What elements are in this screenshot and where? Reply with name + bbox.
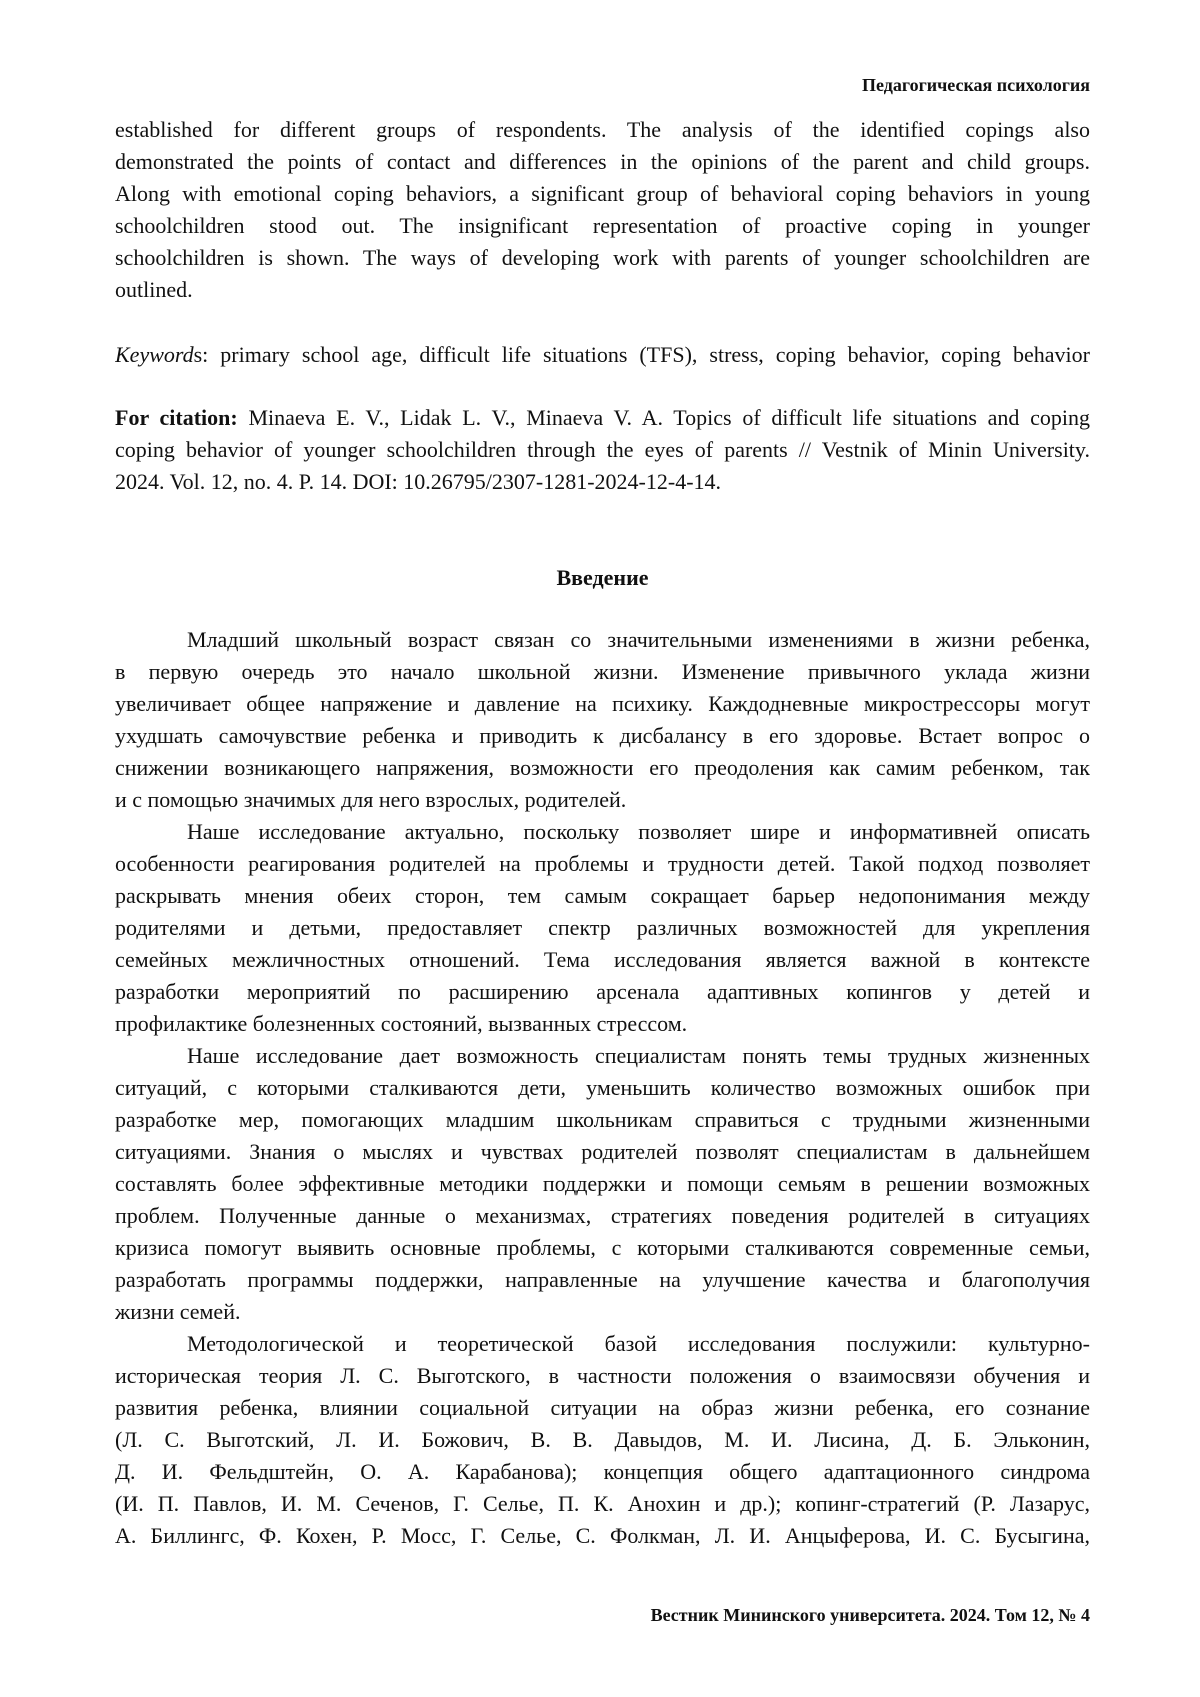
abstract-line: outlined. [115,277,193,302]
paragraph-line: развития ребенка, влиянии социальной ситуации на образ жизни ребенка, его сознание [115,1395,1090,1420]
paragraph [115,1328,1090,1552]
abstract-line: demonstrated the points of contact and differences in the opinions of the parent and child groups. [115,149,1090,174]
paragraph-line: составлять более эффективные методики поддержки и помощи семьям в решении возможных [115,1171,1090,1196]
paragraph-line: жизни семей. [115,1299,241,1324]
paragraph-line: снижении возникающего напряжения, возможности его преодоления как самим ребенком, так [115,755,1090,780]
paragraph-line: ситуаций, с которыми сталкиваются дети, уменьшить количество возможных ошибок при [115,1075,1090,1100]
paragraph-line: (Л. С. Выготский, Л. И. Божович, В. В. Давыдов, М. И. Лисина, Д. Б. Эльконин, [115,1427,1090,1452]
citation [115,402,1090,498]
citation-line: 2024. Vol. 12, no. 4. P. 14. DOI: 10.26795/2307-1281-2024-12-4-14. [115,469,722,494]
paragraph-line: Наше исследование актуально, поскольку позволяет шире и информативней описать [187,819,1090,844]
paragraph-line: увеличивает общее напряжение и давление на психику. Каждодневные микрострессоры могут [115,691,1090,716]
paragraph-line: кризиса помогут выявить основные проблемы, с которыми сталкиваются современные семьи, [115,1235,1090,1260]
keywords-label-rest: s: [193,342,209,367]
paragraph [115,624,1090,816]
citation-line: coping behavior of younger schoolchildren through the eyes of parents // Vestnik of Minin University. [115,437,1090,462]
keywords-text: primary school age, difficult life situations (TFS), stress, coping behavior, coping behavior [208,342,1090,367]
body-text [115,624,1090,1552]
keywords-label-italic: Keyword [115,342,194,367]
paragraph-line: Д. И. Фельдштейн, О. А. Карабанова); концепция общего адаптационного синдрома [115,1459,1090,1484]
paragraph-line: Наше исследование дает возможность специалистам понять темы трудных жизненных [187,1043,1090,1068]
paragraph-line: ситуациями. Знания о мыслях и чувствах родителей позволят специалистам в дальнейшем [115,1139,1090,1164]
paragraph-line: А. Биллингс, Ф. Кохен, Р. Мосс, Г. Селье, С. Фолкман, Л. И. Анцыферова, И. С. Бусыгина, [115,1523,1090,1548]
paragraph-line: в первую очередь это начало школьной жизни. Изменение привычного уклада жизни [115,659,1090,684]
abstract-line: Along with emotional coping behaviors, a significant group of behavioral coping behaviors in young [115,181,1090,206]
paragraph-line: проблем. Полученные данные о механизмах, стратегиях поведения родителей в ситуациях [115,1203,1090,1228]
paragraph [115,816,1090,1040]
paragraph-line: Методологической и теоретической базой исследования послужили: культурно- [187,1331,1090,1356]
paragraph-line: разработке мер, помогающих младшим школьникам справиться с трудными жизненными [115,1107,1090,1132]
paragraph-line: разработать программы поддержки, направленные на улучшение качества и благополучия [115,1267,1090,1292]
paragraph-line: разработки мероприятий по расширению арсенала адаптивных копингов у детей и [115,979,1090,1004]
paragraph-line: особенности реагирования родителей на проблемы и трудности детей. Такой подход позволяет [115,851,1090,876]
keywords-line [115,339,1090,371]
paragraph-line: историческая теория Л. С. Выготского, в частности положения о взаимосвязи обучения и [115,1363,1090,1388]
paragraph [115,1040,1090,1328]
citation-line [115,402,1090,434]
running-footer-journal: Вестник Мининского университета. 2024. Том 12, № 4 [650,1605,1090,1625]
running-header-section: Педагогическая психология [861,75,1090,95]
paragraph-line: семейных межличностных отношений. Тема исследования является важной в контексте [115,947,1090,972]
paragraph-line: профилактике болезненных состояний, вызванных стрессом. [115,1011,688,1036]
abstract-line: schoolchildren stood out. The insignificant representation of proactive coping in younger [115,213,1090,238]
abstract-line: schoolchildren is shown. The ways of developing work with parents of younger schoolchildren are [115,245,1090,270]
abstract-tail [115,114,1090,306]
citation-text: Minaeva E. V., Lidak L. V., Minaeva V. A. Topics of difficult life situations and coping [237,405,1090,430]
paragraph-line: Младший школьный возраст связан со значительными изменениями в жизни ребенка, [187,627,1090,652]
keywords [115,339,1090,371]
abstract-line: established for different groups of respondents. The analysis of the identified copings also [115,117,1090,142]
paragraph-line: и с помощью значимых для него взрослых, родителей. [115,787,627,812]
paragraph-line: ухудшать самочувствие ребенка и приводить к дисбалансу в его здоровье. Встает вопрос о [115,723,1090,748]
paragraph-line: раскрывать мнения обеих сторон, тем самым сокращает барьер недопонимания между [115,883,1090,908]
paragraph-line: родителями и детьми, предоставляет спектр различных возможностей для укрепления [115,915,1090,940]
paragraph-line: (И. П. Павлов, И. М. Сеченов, Г. Селье, П. К. Анохин и др.); копинг-стратегий (Р. Лазарус, [115,1491,1090,1516]
citation-label: For citation: [115,405,238,430]
section-heading: Введение [556,565,649,590]
